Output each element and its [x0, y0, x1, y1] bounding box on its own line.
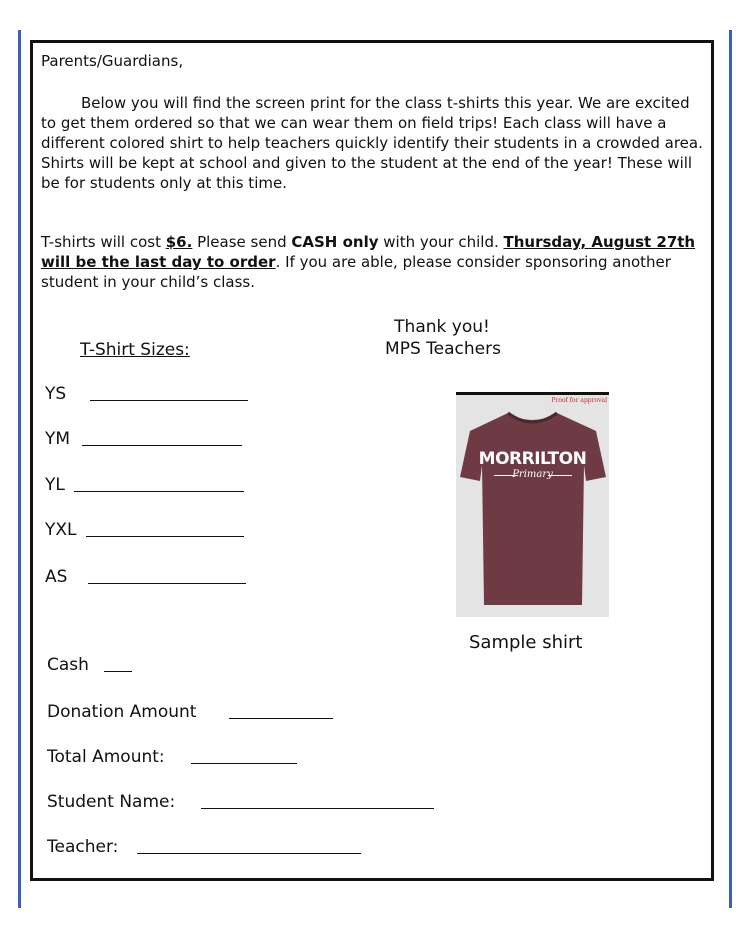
- size-label-ym: YM: [45, 429, 71, 449]
- tshirt-icon: [456, 405, 609, 615]
- size-blank-ym[interactable]: [82, 445, 242, 446]
- sample-shirt-image: [456, 392, 609, 617]
- cost-paragraph: T-shirts will cost $6. Please send CASH only with your child. Thursday, August 27th will be the last day to order. If you are able, please consider sponsoring another student in your child’s class.: [41, 233, 696, 291]
- size-blank-as[interactable]: [88, 583, 246, 584]
- size-blank-yxl[interactable]: [86, 536, 244, 537]
- order-form: [30, 40, 714, 881]
- teacher-blank[interactable]: [137, 853, 361, 854]
- cash-label: Cash: [47, 655, 89, 675]
- price: $6.: [165, 233, 193, 251]
- donation-blank[interactable]: [229, 718, 333, 719]
- sample-shirt-caption: Sample shirt: [469, 632, 583, 653]
- size-blank-yl[interactable]: [74, 491, 244, 492]
- thank-you: Thank you!: [394, 317, 490, 337]
- cash-blank[interactable]: [104, 671, 132, 672]
- total-blank[interactable]: [191, 763, 297, 764]
- size-label-as: AS: [45, 567, 68, 587]
- student-name-label: Student Name:: [47, 792, 176, 812]
- brand-rule-right: [548, 475, 572, 476]
- signature: MPS Teachers: [385, 339, 501, 359]
- size-blank-ys[interactable]: [90, 400, 248, 401]
- size-label-yxl: YXL: [45, 520, 77, 540]
- tshirt-body: [460, 413, 606, 605]
- size-label-yl: YL: [45, 475, 65, 495]
- shirt-brand-text: MORRILTON: [478, 449, 587, 469]
- tshirt-sizes-title: T-Shirt Sizes:: [80, 340, 190, 360]
- proof-watermark: Proof for approval: [551, 397, 607, 404]
- donation-label: Donation Amount: [47, 702, 197, 722]
- order-deadline: Thursday, August 27th will be the last day to order: [41, 233, 696, 271]
- student-name-blank[interactable]: [201, 808, 434, 809]
- intro-paragraph: Below you will find the screen print for the class t-shirts this year. We are excited to get them ordered so that we can wear them on field trips! Each class will have a different colored shirt to help teachers quickly identify their students in a crowded area. Shirts will be kept at school and given to the student at the end of the year! These will be for students only at this time.: [41, 94, 703, 192]
- size-label-ys: YS: [45, 384, 67, 404]
- page-margin-rule-left: [18, 30, 21, 908]
- page-margin-rule-right: [729, 30, 732, 908]
- greeting: Parents/Guardians,: [41, 52, 184, 70]
- total-label: Total Amount:: [47, 747, 165, 767]
- cash-only: CASH only: [291, 233, 379, 251]
- teacher-label: Teacher:: [47, 837, 119, 857]
- shirt-brand-subtext: Primary: [512, 469, 553, 480]
